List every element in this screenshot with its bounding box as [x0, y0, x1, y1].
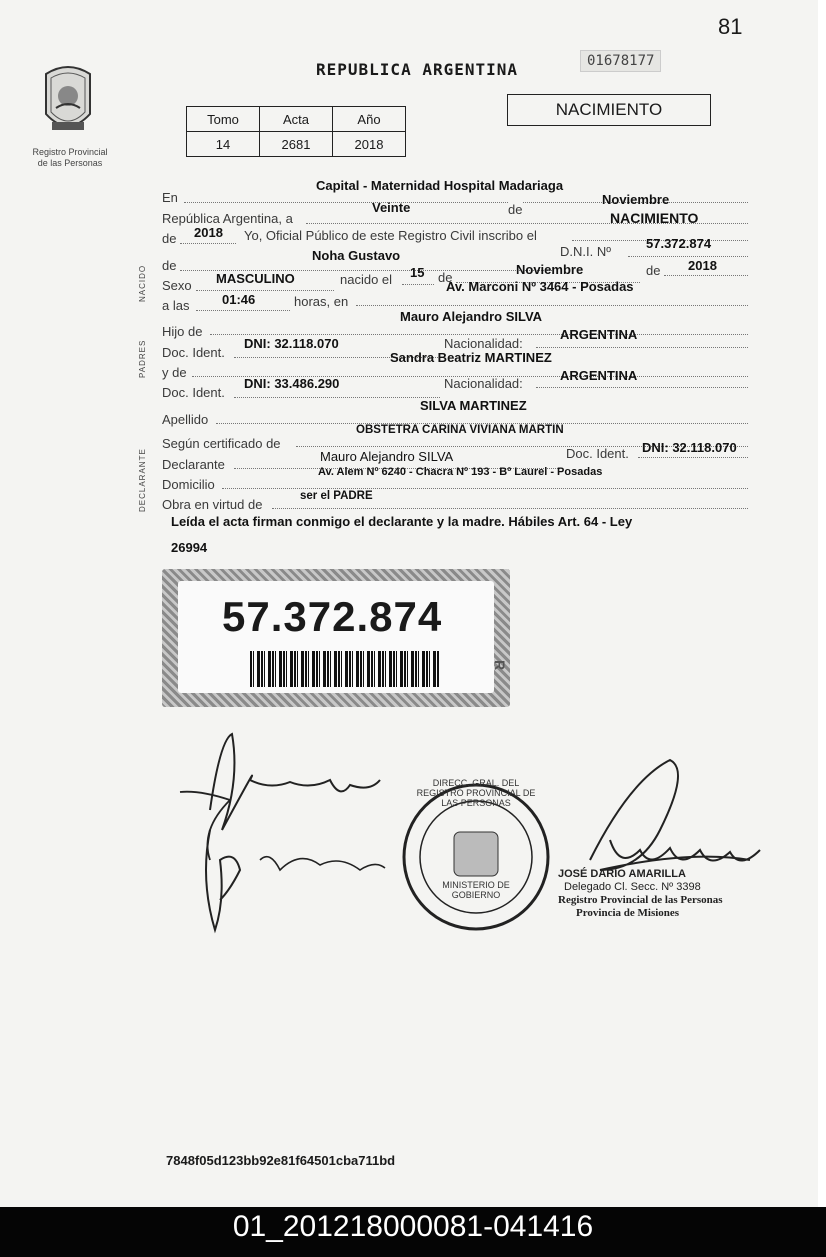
table-header-acta: Acta: [260, 107, 333, 132]
label-doc-padre: Doc. Ident.: [162, 345, 225, 360]
label-dni: D.N.I. Nº: [560, 244, 611, 259]
table-value-anio: 2018: [333, 132, 406, 157]
label-certificado: Según certificado de: [162, 436, 281, 451]
side-label-nacido: NACIDO: [138, 264, 147, 302]
closing-text-line-1: Leída el acta firman conmigo el declarante y la madre. Hábiles Art. 64 - Ley: [171, 514, 633, 529]
sticker-side-letter: R: [492, 659, 509, 671]
label-nacido-el: nacido el: [340, 272, 393, 287]
value-nombre: Noha Gustavo: [312, 248, 401, 263]
label-doc-madre: Doc. Ident.: [162, 385, 225, 400]
seal-inner-text: [436, 880, 516, 900]
table-header-tomo: Tomo: [187, 107, 260, 132]
label-de-2: de: [162, 231, 177, 246]
dni-sticker-panel: [178, 581, 494, 693]
official-role: Delegado Cl. Secc. Nº 3398: [564, 881, 701, 893]
logo-caption-line-1: Registro Provincial: [32, 147, 108, 157]
seal-ring-text: [416, 778, 536, 808]
value-hora: 01:46: [222, 292, 256, 307]
value-nac-anio: 2018: [688, 258, 717, 273]
value-nac-mes: Noviembre: [516, 262, 584, 277]
closing-text-line-2: 26994: [171, 540, 208, 555]
document-title: REPUBLICA ARGENTINA: [316, 60, 519, 79]
label-doc-declarante: Doc. Ident.: [566, 446, 629, 461]
page-edge: [818, 0, 826, 1207]
misiones-crest-logo: [38, 64, 98, 142]
logo-caption: [22, 147, 118, 169]
value-madre: Sandra Beatriz MARTINEZ: [390, 350, 552, 365]
registry-table: [186, 106, 406, 157]
value-declarante-doc: DNI: 32.118.070: [642, 440, 737, 455]
value-lugar-nacimiento: Av. Marconi Nº 3464 - Posadas: [446, 279, 634, 294]
label-en: En: [162, 190, 178, 205]
label-domicilio: Domicilio: [162, 477, 215, 492]
label-nacionalidad-madre: Nacionalidad:: [444, 376, 523, 391]
document-hash: 7848f05d123bb92e81f64501cba711bd: [166, 1153, 396, 1168]
seal-ring-label: DIRECC. GRAL. DEL REGISTRO PROVINCIAL DE LAS PERSONAS: [416, 778, 536, 808]
official-name: JOSÉ DARÍO AMARILLA: [558, 868, 686, 880]
table-header-anio: Año: [333, 107, 406, 132]
value-anio: 2018: [194, 225, 223, 240]
footer-file-code: 01_201218000081-041416: [232, 1210, 594, 1243]
value-certificado: OBSTETRA CARINA VIVIANA MARTIN: [356, 424, 564, 436]
value-declarante: Mauro Alejandro SILVA: [320, 449, 454, 464]
value-dia: Veinte: [372, 200, 411, 215]
label-a-las: a las: [162, 298, 190, 313]
table-value-acta: 2681: [260, 132, 333, 157]
value-padre-nacionalidad: ARGENTINA: [560, 327, 638, 342]
value-madre-nacionalidad: ARGENTINA: [560, 368, 638, 383]
value-padre-doc: DNI: 32.118.070: [244, 336, 339, 351]
official-province: Provincia de Misiones: [576, 907, 680, 919]
barcode: [250, 651, 440, 687]
value-nac-dia: 15: [410, 265, 425, 280]
dni-sticker-number: 57.372.874: [222, 593, 443, 640]
label-declarante: Declarante: [162, 457, 225, 472]
logo-caption-line-2: de las Personas: [37, 158, 103, 168]
value-inscribe: NACIMIENTO: [610, 210, 699, 226]
label-sexo: Sexo: [162, 278, 192, 293]
value-dni: 57.372.874: [646, 236, 712, 251]
label-de-1: de: [508, 202, 523, 217]
value-domicilio: Av. Alem Nº 6240 - Chacra Nº 193 - Bº Laurel - Posadas: [318, 466, 603, 478]
value-lugar-registro: Capital - Maternidad Hospital Madariaga: [316, 178, 564, 193]
seal-inner-label: MINISTERIO DE GOBIERNO: [442, 880, 510, 900]
serial-number: 01678177: [580, 50, 661, 72]
label-de-4: de: [438, 270, 453, 285]
label-hijo-de: Hijo de: [162, 324, 203, 339]
label-oficial: Yo, Oficial Público de este Registro Civil inscribo el: [244, 228, 537, 243]
official-org: Registro Provincial de las Personas: [558, 894, 723, 906]
page-number: 81: [718, 14, 743, 39]
value-mes: Noviembre: [602, 192, 670, 207]
label-horas-en: horas, en: [294, 294, 349, 309]
value-apellido: SILVA MARTINEZ: [420, 398, 527, 413]
value-sexo: MASCULINO: [216, 271, 295, 286]
label-obra: Obra en virtud de: [162, 497, 263, 512]
dni-number-sticker: [162, 569, 510, 707]
value-madre-doc: DNI: 33.486.290: [244, 376, 340, 391]
label-de-3: de: [162, 258, 177, 273]
label-y-de: y de: [162, 365, 187, 380]
record-type-box: NACIMIENTO: [507, 94, 711, 126]
side-label-padres: PADRES: [138, 339, 147, 378]
official-stamp: [558, 868, 723, 920]
label-apellido: Apellido: [162, 412, 209, 427]
label-republica: República Argentina, a: [162, 211, 293, 226]
label-nacionalidad-padre: Nacionalidad:: [444, 336, 523, 351]
side-label-declarante: DECLARANTE: [138, 448, 147, 512]
value-obra: ser el PADRE: [300, 490, 373, 502]
value-padre: Mauro Alejandro SILVA: [400, 309, 543, 324]
label-de-5: de: [646, 263, 661, 278]
table-value-tomo: 14: [187, 132, 260, 157]
